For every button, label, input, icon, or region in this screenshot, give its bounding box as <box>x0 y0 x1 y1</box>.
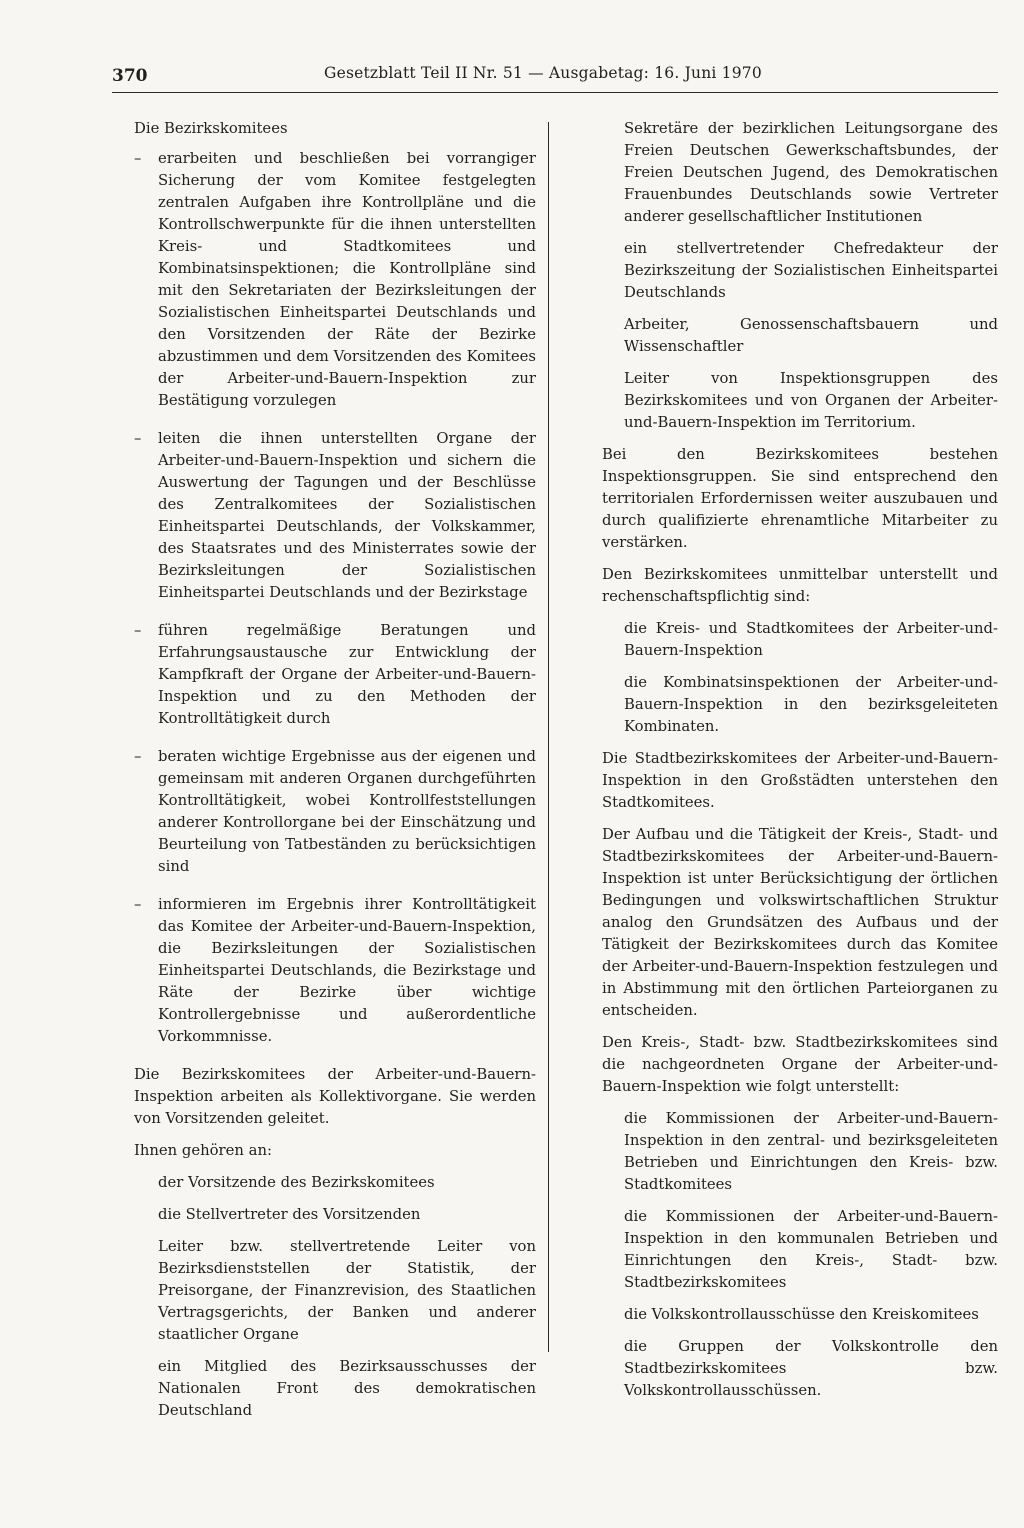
subordinate-intro: Den Bezirkskomitees unmittelbar unterstellt und rechenschaftspflichtig sind: <box>602 566 998 605</box>
member-item: der Vorsitzende des Bezirkskomitees <box>158 1174 435 1191</box>
member-item: Leiter bzw. stellvertretende Leiter von Bezirksdienststellen der Statistik, der Preisorgane, der Finanzrevision, des Staatlichen Vertragsgerichts, der Banken und anderer staatlicher Organe <box>158 1238 536 1343</box>
right-column <box>602 118 998 1412</box>
city-district-paragraph: Die Stadtbezirkskomitees der Arbeiter-und-Bauern-Inspektion in den Großstädten unterstehen den Stadtkomitees. <box>602 750 998 811</box>
member-item: ein stellvertretender Chefredakteur der Bezirkszeitung der Sozialistischen Einheitspartei Deutschlands <box>624 240 998 301</box>
column-divider <box>548 122 549 1352</box>
duty-item <box>134 894 536 1048</box>
member-item: Arbeiter, Genossenschaftsbauern und Wissenschaftler <box>624 316 998 355</box>
dash-marker: – <box>134 150 142 167</box>
left-column <box>134 118 536 1432</box>
duty-item <box>134 620 536 730</box>
assignment-item: die Kommissionen der Arbeiter-und-Bauern-Inspektion in den kommunalen Betrieben und Einrichtungen den Kreis-, Stadt- bzw. Stadtbezirkskomitees <box>624 1208 998 1291</box>
dash-marker: – <box>134 896 142 913</box>
subordinate-item: die Kreis- und Stadtkomitees der Arbeiter-und-Bauern-Inspektion <box>624 620 998 659</box>
subordinate-list <box>602 618 998 738</box>
collective-paragraph: Die Bezirkskomitees der Arbeiter-und-Bauern-Inspektion arbeiten als Kollektivorgane. Sie werden von Vorsitzenden geleitet. <box>134 1066 536 1127</box>
duty-text: informieren im Ergebnis ihrer Kontrolltätigkeit das Komitee der Arbeiter-und-Bauern-Inspektion, die Bezirksleitungen der Sozialistischen Einheitspartei Deutschlands, die Bezirkstage und Räte der Bezirke über wichtige Kontrollergebnisse und außerordentliche Vorkommnisse. <box>158 896 536 1045</box>
page-number: 370 <box>112 66 148 86</box>
gazette-header-title: Gesetzblatt Teil II Nr. 51 — Ausgabetag: 16. Juni 1970 <box>324 64 762 82</box>
assignment-item: die Volkskontrollausschüsse den Kreiskomitees <box>624 1306 979 1323</box>
members-continued-list <box>602 118 998 434</box>
duty-text: erarbeiten und beschließen bei vorrangiger Sicherung der vom Komitee festgelegten zentralen Aufgaben ihre Kontrollpläne und die Kontrollschwerpunkte für die ihnen unterstellten Kreis- und Stadtkomitees und Kombinatsinspektionen; die Kontrollpläne sind mit den Sekretariaten der Bezirksleitungen der Sozialistischen Einheitspartei Deutschlands und den Vorsitzenden der Räte der Bezirke abzustimmen und dem Vorsitzenden des Komitees der Arbeiter-und-Bauern-Inspektion zur Bestätigung vorzulegen <box>158 150 536 409</box>
duty-item <box>134 428 536 604</box>
structure-paragraph: Der Aufbau und die Tätigkeit der Kreis-, Stadt- und Stadtbezirkskomitees der Arbeiter-und-Bauern-Inspektion ist unter Berücksichtigung der örtlichen Bedingungen und volkswirtschaftlichen Struktur analog den Grundsätzen des Aufbaus und der Tätigkeit der Bezirkskomitees durch das Komitee der Arbeiter-und-Bauern-Inspektion festzulegen und in Abstimmung mit den örtlichen Parteiorganen zu entscheiden. <box>602 826 998 1019</box>
page-header <box>112 62 998 94</box>
inspection-groups-paragraph: Bei den Bezirkskomitees bestehen Inspektionsgruppen. Sie sind entsprechend den territorialen Erfordernissen weiter auszubauen und durch qualifizierte ehrenamtliche Mitarbeiter zu verstärken. <box>602 446 998 551</box>
dash-marker: – <box>134 430 142 447</box>
assignment-list <box>602 1108 998 1402</box>
duty-text: führen regelmäßige Beratungen und Erfahrungsaustausche zur Entwicklung der Kampfkraft der Organe der Arbeiter-und-Bauern-Inspektion und zu den Methoden der Kontrolltätigkeit durch <box>158 622 536 727</box>
dash-marker: – <box>134 622 142 639</box>
bezirkskomitees-intro: Die Bezirkskomitees <box>134 120 288 137</box>
member-item: ein Mitglied des Bezirksausschusses der Nationalen Front des demokratischen Deutschland <box>158 1358 536 1419</box>
duty-text: leiten die ihnen unterstellten Organe der Arbeiter-und-Bauern-Inspektion und sichern die Auswertung der Tagungen und der Beschlüsse des Zentralkomitees der Sozialistischen Einheitspartei Deutschlands, der Volkskammer, des Staatsrates und des Ministerrates sowie der Bezirksleitungen der Sozialistischen Einheitspartei Deutschlands und der Bezirkstage <box>158 430 536 601</box>
member-item: Leiter von Inspektionsgruppen des Bezirkskomitees und von Organen der Arbeiter-und-Bauern-Inspektion im Territorium. <box>624 370 998 431</box>
members-list <box>134 1172 536 1422</box>
member-item: die Stellvertreter des Vorsitzenden <box>158 1206 421 1223</box>
dash-marker: – <box>134 748 142 765</box>
duties-list <box>134 148 536 1048</box>
header-rule <box>112 92 998 93</box>
duty-item <box>134 148 536 412</box>
duty-text: beraten wichtige Ergebnisse aus der eigenen und gemeinsam mit anderen Organen durchgeführten Kontrolltätigkeit, wobei Kontrollfeststellungen anderer Kontrollorgane bei der Einschätzung und Beurteilung von Tatbeständen zu berücksichtigen sind <box>158 748 536 875</box>
subordinate-item: die Kombinatsinspektionen der Arbeiter-und-Bauern-Inspektion in den bezirksgeleiteten Kombinaten. <box>624 674 998 735</box>
members-intro: Ihnen gehören an: <box>134 1142 272 1159</box>
assignment-item: die Kommissionen der Arbeiter-und-Bauern-Inspektion in den zentral- und bezirksgeleiteten Betrieben und Einrichtungen den Kreis- bzw. Stadtkomitees <box>624 1110 998 1193</box>
assignment-item: die Gruppen der Volkskontrolle den Stadtbezirkskomitees bzw. Volkskontrollausschüssen. <box>624 1338 998 1399</box>
assignment-intro: Den Kreis-, Stadt- bzw. Stadtbezirkskomitees sind die nachgeordneten Organe der Arbeiter-und-Bauern-Inspektion wie folgt unterstellt: <box>602 1034 998 1095</box>
duty-item <box>134 746 536 878</box>
member-item: Sekretäre der bezirklichen Leitungsorgane des Freien Deutschen Gewerkschaftsbundes, der Freien Deutschen Jugend, des Demokratischen Frauenbundes Deutschlands sowie Vertreter anderer gesellschaftlicher Institutionen <box>624 120 998 225</box>
